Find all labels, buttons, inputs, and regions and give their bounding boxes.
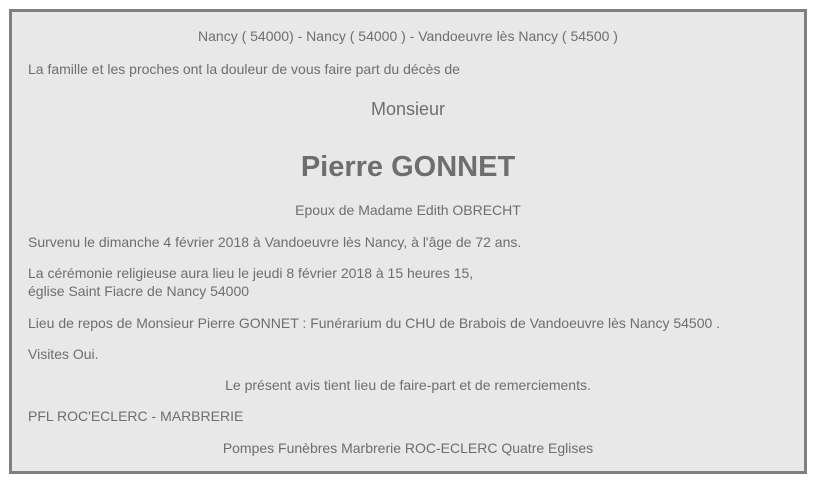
locations-header: Nancy ( 54000) - Nancy ( 54000 ) - Vandoeuvre lès Nancy ( 54500 ) xyxy=(198,28,618,44)
deceased-name: Pierre GONNET xyxy=(300,151,516,183)
death-details: Survenu le dimanche 4 février 2018 à Vandoeuvre lès Nancy, à l'âge de 72 ans. xyxy=(28,234,522,250)
visits-info: Visites Oui. xyxy=(28,346,99,362)
intro-text: La famille et les proches ont la douleur de vous faire part du décès de xyxy=(28,61,460,77)
ceremony-line-1: La cérémonie religieuse aura lieu le jeudi 8 février 2018 à 15 heures 15, xyxy=(28,265,474,281)
funeral-home: Pompes Funèbres Marbrerie ROC-ECLERC Quatre Eglises xyxy=(222,440,594,456)
ceremony-line-2: église Saint Fiacre de Nancy 54000 xyxy=(28,283,250,299)
death-notice xyxy=(9,9,807,474)
thanks-note: Le présent avis tient lieu de faire-part et de remerciements. xyxy=(225,377,591,393)
resting-place: Lieu de repos de Monsieur Pierre GONNET : Funérarium du CHU de Brabois de Vandoeuvre lès Nancy 54500 . xyxy=(28,315,721,331)
civility: Monsieur xyxy=(370,99,446,119)
spouse-line: Epoux de Madame Edith OBRECHT xyxy=(295,202,521,218)
company-name: PFL ROC'ECLERC - MARBRERIE xyxy=(28,408,244,424)
